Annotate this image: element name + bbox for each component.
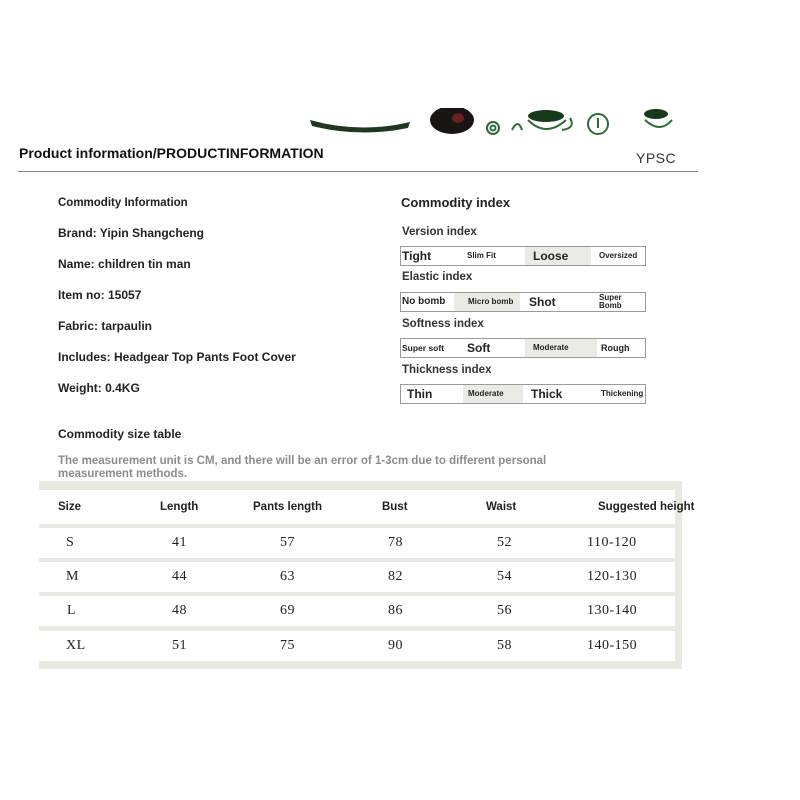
column-header-size: Size [58, 501, 82, 513]
softness-option-super-soft: Super soft [402, 342, 445, 353]
name-line: Name: children tin man [58, 257, 191, 271]
cell-pants-length: 75 [280, 638, 295, 653]
cell-bust: 86 [388, 603, 403, 618]
version-option-tight: Tight [402, 249, 432, 263]
column-header-pants-length: Pants length [253, 501, 323, 513]
column-header-bust: Bust [382, 501, 408, 513]
cell-size: M [66, 569, 79, 584]
thickness-option-thick: Thick [531, 387, 563, 401]
table-row [7, 528, 675, 558]
includes-line: Includes: Headgear Top Pants Foot Cover [58, 350, 296, 364]
header-divider [18, 171, 698, 172]
table-row [7, 596, 675, 626]
cell-pants-length: 63 [280, 569, 295, 584]
item-no-line: Item no: 15057 [58, 288, 142, 302]
elastic-index-scale [400, 292, 646, 312]
thickness-index-label: Thickness index [402, 364, 492, 376]
table-row [7, 562, 675, 592]
decorative-artwork [300, 108, 690, 140]
cell-size: S [66, 535, 75, 550]
elastic-option-micro-bomb: Micro bomb [454, 293, 520, 311]
column-header-waist: Waist [486, 501, 517, 513]
measurement-note: The measurement unit is CM, and there will be an error of 1-3cm due to different personal measurement methods. [58, 455, 547, 480]
cell-bust: 78 [388, 535, 403, 550]
cell-pants-length: 69 [280, 603, 295, 618]
cell-size: L [67, 603, 77, 618]
fabric-line: Fabric: tarpaulin [58, 319, 153, 333]
cell-suggested-height: 120-130 [587, 569, 638, 584]
softness-index-label: Softness index [402, 318, 484, 330]
brand-mark: YPSC [636, 150, 677, 166]
column-header-length: Length [160, 501, 199, 513]
commodity-information-heading: Commodity Information [58, 197, 188, 209]
column-header-suggested-height: Suggested height [598, 501, 695, 513]
table-row [7, 631, 675, 661]
cell-length: 48 [172, 603, 187, 618]
cell-length: 51 [172, 638, 187, 653]
elastic-option-shot: Shot [529, 295, 556, 309]
softness-option-rough: Rough [601, 342, 630, 353]
version-option-slim-fit: Slim Fit [467, 251, 496, 260]
elastic-index-label: Elastic index [402, 271, 473, 283]
elastic-option-super-bomb: Super Bomb [599, 293, 622, 310]
version-option-loose: Loose [525, 247, 591, 265]
section-title: Product information/PRODUCTINFORMATION [19, 145, 324, 161]
brand-line: Brand: Yipin Shangcheng [58, 226, 205, 240]
version-option-oversized: Oversized [599, 251, 638, 260]
thickness-option-moderate: Moderate [463, 385, 523, 403]
thickness-option-thin: Thin [407, 387, 433, 401]
commodity-index-heading: Commodity index [401, 195, 511, 210]
cell-suggested-height: 140-150 [587, 638, 638, 653]
version-index-scale [400, 246, 646, 266]
softness-index-scale [400, 338, 646, 358]
size-table-heading: Commodity size table [58, 427, 182, 441]
cell-size: XL [66, 638, 86, 653]
size-table-header [7, 490, 695, 524]
cell-suggested-height: 130-140 [587, 603, 638, 618]
weight-line: Weight: 0.4KG [58, 381, 140, 395]
cell-waist: 56 [497, 603, 512, 618]
softness-option-moderate: Moderate [525, 339, 597, 357]
cell-suggested-height: 110-120 [587, 535, 637, 550]
cell-length: 41 [172, 535, 187, 550]
thickness-option-thickening: Thickening [601, 389, 644, 398]
cell-waist: 52 [497, 535, 512, 550]
thickness-index-scale [400, 384, 646, 404]
cell-bust: 82 [388, 569, 403, 584]
cell-length: 44 [172, 569, 187, 584]
softness-option-soft: Soft [467, 341, 491, 355]
version-index-label: Version index [402, 226, 477, 238]
cell-waist: 54 [497, 569, 512, 584]
cell-bust: 90 [388, 638, 403, 653]
cell-pants-length: 57 [280, 535, 295, 550]
cell-waist: 58 [497, 638, 512, 653]
elastic-option-no-bomb: No bomb [402, 296, 446, 307]
